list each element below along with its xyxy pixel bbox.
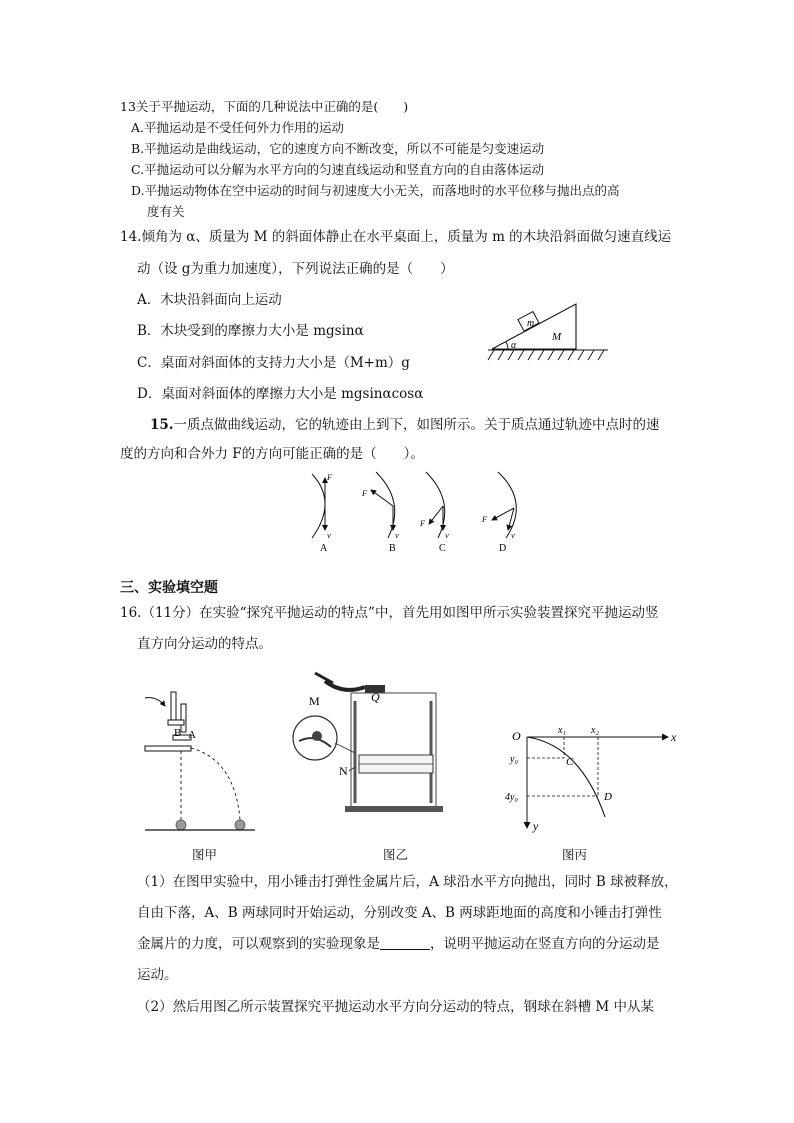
option-a-label: A xyxy=(320,543,328,554)
bing-x2-label: x₂ xyxy=(591,725,599,736)
section-title: 三、实验填空题 xyxy=(120,580,218,596)
option-c-diagram xyxy=(419,472,449,554)
q14-option-b: B．木块受到的摩擦力大小是 mgsinα xyxy=(137,323,364,339)
q15-stem-text: 一质点做曲线运动，它的轨迹由上到下，如图所示。关于质点通过轨迹中点时的速 xyxy=(173,417,660,433)
option-c-label: C xyxy=(439,543,446,554)
bing-x-axis-label: x xyxy=(671,730,677,744)
bing-origin-label: O xyxy=(512,729,521,743)
bing-point-c: C xyxy=(566,756,574,768)
angle-alpha-label: α xyxy=(511,340,517,351)
yi-n-label: N xyxy=(339,764,348,778)
bing-point-d: D xyxy=(604,791,612,803)
option-b-velocity-label: v xyxy=(395,530,399,540)
q14-option-a: A．木块沿斜面向上运动 xyxy=(137,292,282,308)
option-b-diagram xyxy=(361,472,399,554)
figure-bing xyxy=(500,720,685,835)
curve-options-figure xyxy=(298,466,538,556)
q16-stem-line2: 直方向分运动的特点。 xyxy=(137,636,272,652)
q13-stem: 13关于平抛运动，下面的几种说法中正确的是( ) xyxy=(120,99,409,114)
q13-option-d: D.平抛运动物体在空中运动的时间与初速度大小无关，而落地时的水平位移与抛出点的高 xyxy=(131,183,620,198)
option-d-velocity-label: v xyxy=(511,530,515,540)
q13-option-c: C.平抛运动可以分解为水平方向的匀速直线运动和竖直方向的自由落体运动 xyxy=(131,162,545,177)
q14-option-d: D．桌面对斜面体的摩擦力大小是 mgsinαcosα xyxy=(137,386,424,402)
option-a-force-label: F xyxy=(327,472,333,482)
incline-M-label: M xyxy=(552,331,562,343)
yi-m-label: M xyxy=(309,694,320,708)
q14-option-c: C．桌面对斜面体的支持力大小是（M+m）g xyxy=(137,355,410,371)
q16-stem-line1: 16.（11分）在实验“探究平抛运动的特点”中，首先用如图甲所示实验装置探究平抛运动竖 xyxy=(120,605,659,621)
yi-q-label: Q xyxy=(371,690,380,704)
q15-number: 15. xyxy=(150,417,174,433)
caption-bing: 图丙 xyxy=(562,847,588,862)
caption-yi: 图乙 xyxy=(383,847,409,862)
option-a-velocity-label: v xyxy=(327,530,331,540)
option-b-label: B xyxy=(389,543,396,554)
q15-stem-line2: 度的方向和合外力 F的方向可能正确的是（ ）。 xyxy=(120,446,424,462)
q16-p1-line3-a: 金属片的力度，可以观察到的实验现象是 xyxy=(137,936,380,952)
figure-jia xyxy=(135,680,265,840)
bing-4y0-label: 4y₀ xyxy=(505,792,518,803)
figure-yi xyxy=(285,663,455,828)
option-c-force-label: F xyxy=(420,518,426,528)
q14-stem-line2: 动（设 g为重力加速度），下列说法正确的是（ ） xyxy=(137,261,454,277)
block-m-label: m xyxy=(527,318,535,329)
answer-blank[interactable] xyxy=(380,935,430,950)
option-b-force-label: F xyxy=(362,488,368,498)
bing-y-axis-label: y xyxy=(533,819,539,833)
q13-option-a: A.平抛运动是不受任何外力作用的运动 xyxy=(131,120,345,135)
option-c-velocity-label: v xyxy=(445,530,449,540)
bing-x1-label: x₁ xyxy=(558,725,566,736)
option-d-diagram xyxy=(481,472,516,554)
q16-p1-line4: 运动。 xyxy=(137,967,178,983)
caption-jia: 图甲 xyxy=(192,847,218,862)
q14-stem-line1: 14.倾角为 α、质量为 M 的斜面体静止在水平桌面上，质量为 m 的木块沿斜面做匀速直线运 xyxy=(120,229,672,245)
option-d-force-label: F xyxy=(482,514,488,524)
q16-p2-line1: （2）然后用图乙所示装置探究平抛运动水平方向分运动的特点，钢球在斜槽 M 中从某 xyxy=(137,999,654,1015)
option-d-label: D xyxy=(499,543,507,554)
q13-option-b: B.平抛运动是曲线运动，它的速度方向不断改变，所以不可能是匀变速运动 xyxy=(131,141,545,156)
q13-option-d-cont: 度有关 xyxy=(147,204,185,219)
q16-p1-line1: （1）在图甲实验中，用小锤击打弹性金属片后，A 球沿水平方向抛出，同时 B 球被释放， xyxy=(137,874,678,890)
q16-p1-line3-b: ，说明平抛运动在竖直方向的分运动是 xyxy=(430,936,660,952)
q16-p1-line3 xyxy=(137,935,660,953)
q16-p1-line2: 自由下落，A、B 两球同时开始运动，分别改变 A、B 两球距地面的高度和小锤击打弹性 xyxy=(137,905,662,921)
jia-b-label: B xyxy=(174,727,182,739)
bing-y0-label: y₀ xyxy=(510,754,518,765)
q15-stem-line1 xyxy=(150,416,660,434)
jia-a-label: A xyxy=(188,729,196,741)
incline-figure xyxy=(486,298,621,368)
option-a-diagram xyxy=(312,472,333,554)
